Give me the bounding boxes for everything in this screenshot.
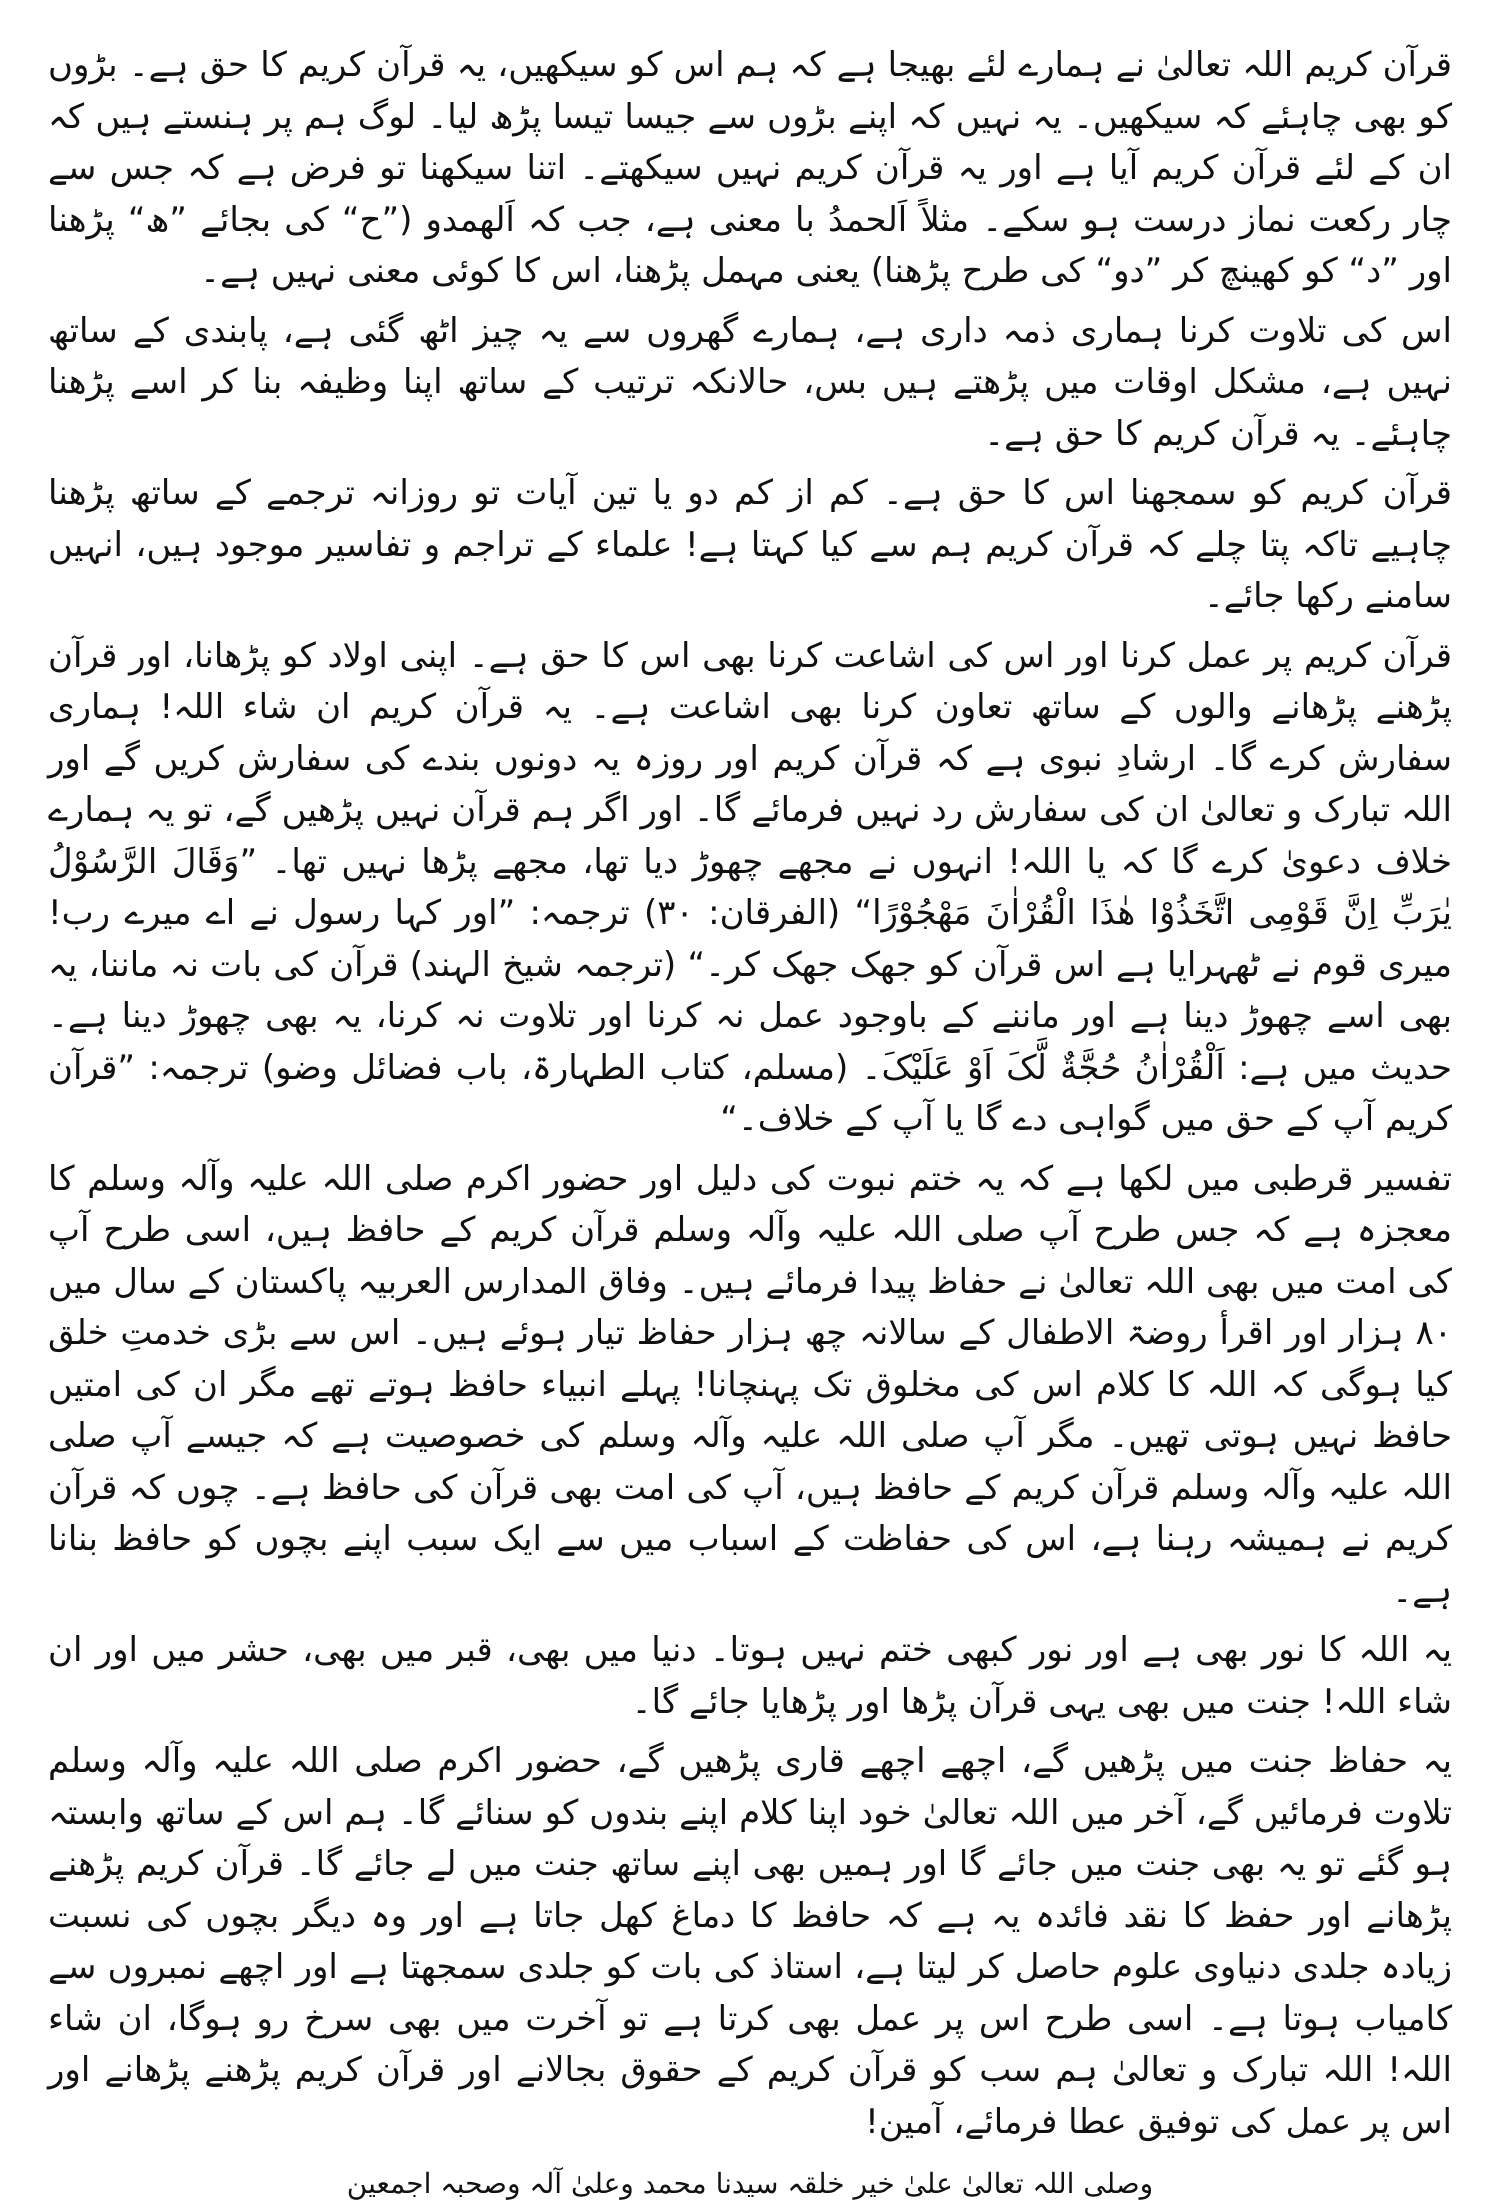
paragraph-4: قرآن کریم پر عمل کرنا اور اس کی اشاعت کرنا بھی اس کا حق ہے۔ اپنی اولاد کو پڑھانا، اور قرآن پڑھنے پڑھانے والوں کے ساتھ تعاون کرنا بھی اشاعت ہے۔ یہ قرآن کریم ان شاء اللہ! ہماری سفارش کرے گا۔ ارشادِ نبوی ہے کہ قرآن کریم اور روزہ یہ دونوں بندے کی سفارش کریں گے اور اللہ تبارک و تعالیٰ ان کی سفارش رد نہیں فرمائے گا۔ اور اگر ہم قرآن نہیں پڑھیں گے، تو یہ ہمارے خلاف دعویٰ کرے گا کہ یا اللہ! انہوں نے مجھے چھوڑ دیا تھا، مجھے پڑھا نہیں تھا۔ ”وَقَالَ الرَّسُوْلُ یٰرَبِّ اِنَّ قَوْمِی اتَّخَذُوْا ھٰذَا الْقُرْاٰنَ مَھْجُوْرًا“ (الفرقان: ۳۰) ترجمہ: ”اور کہا رسول نے اے میرے رب! میری قوم نے ٹھہرایا ہے اس قرآن کو جھک جھک کر۔“ (ترجمہ شیخ الہند) قرآن کی بات نہ ماننا، یہ بھی اسے چھوڑ دینا ہے اور ماننے کے باوجود عمل نہ کرنا اور تلاوت نہ کرنا، یہ بھی چھوڑ دینا ہے۔ حدیث میں ہے: اَلْقُرْاٰنُ حُجَّةٌ لَّکَ اَوْ عَلَیْکَ۔ (مسلم، کتاب الطہارۃ، باب فضائل وضو) ترجمہ: ”قرآن کریم آپ کے حق میں گواہی دے گا یا آپ کے خلاف۔“ [48,635,1452,1139]
paragraph-5: تفسیر قرطبی میں لکھا ہے کہ یہ ختم نبوت کی دلیل اور حضور اکرم صلی اللہ علیہ وآلہ وسلم کا معجزہ ہے کہ جس طرح آپ صلی اللہ علیہ وآلہ وسلم قرآن کریم کے حافظ ہیں، اسی طرح آپ کی امت میں بھی اللہ تعالیٰ نے حفاظ پیدا فرمائے ہیں۔ وفاق المدارس العربیہ پاکستان کے سال میں ۸۰ ہزار اور اقرأ روضۃ الاطفال کے سالانہ چھ ہزار حفاظ تیار ہوئے ہیں۔ اس سے بڑی خدمتِ خلق کیا ہوگی کہ اللہ کا کلام اس کی مخلوق تک پہنچانا! پہلے انبیاء حافظ ہوتے تھے مگر ان کی امتیں حافظ نہیں ہوتی تھیں۔ مگر آپ صلی اللہ علیہ وآلہ وسلم کی خصوصیت ہے کہ جیسے آپ صلی اللہ علیہ وآلہ وسلم قرآن کریم کے حافظ ہیں، آپ کی امت بھی قرآن کی حافظ ہے۔ چوں کہ قرآن کریم نے ہمیشہ رہنا ہے، اس کی حفاظت کے اسباب میں سے ایک سبب اپنے بچوں کو حافظ بنانا ہے۔ [48,1158,1452,1611]
closing-blessing: وصلی اللہ تعالیٰ علیٰ خیر خلقہ سیدنا محمد وعلیٰ آلہ وصحبہ اجمعین [346,2167,1154,2200]
paragraph-1: قرآن کریم اللہ تعالیٰ نے ہمارے لئے بھیجا ہے کہ ہم اس کو سیکھیں، یہ قرآن کریم کا حق ہے۔ بڑوں کو بھی چاہئے کہ سیکھیں۔ یہ نہیں کہ اپنے بڑوں سے جیسا تیسا پڑھ لیا۔ لوگ ہم پر ہنستے ہیں کہ ان کے لئے قرآن کریم آیا ہے اور یہ قرآن کریم نہیں سیکھتے۔ اتنا سیکھنا تو فرض ہے کہ جس سے چار رکعت نماز درست ہو سکے۔ مثلاً اَلحمدُ با معنی ہے، جب کہ اَلھمدو (”ح“ کی بجائے ”ھ“ پڑھنا اور ”د“ کو کھینچ کر ”دو“ کی طرح پڑھنا) یعنی مہمل پڑھنا، اس کا کوئی معنی نہیں ہے۔ [48,45,1452,291]
paragraph-3: قرآن کریم کو سمجھنا اس کا حق ہے۔ کم از کم دو یا تین آیات تو روزانہ ترجمے کے ساتھ پڑھنا چاہیے تاکہ پتا چلے کہ قرآن کریم ہم سے کیا کہتا ہے! علماء کے تراجم و تفاسیر موجود ہیں، انہیں سامنے رکھا جائے۔ [48,473,1452,616]
urdu-article-page [48,40,1452,2200]
paragraph-6: یہ اللہ کا نور بھی ہے اور نور کبھی ختم نہیں ہوتا۔ دنیا میں بھی، قبر میں بھی، حشر میں اور ان شاء اللہ! جنت میں بھی یہی قرآن پڑھا اور پڑھایا جائے گا۔ [48,1630,1452,1722]
paragraph-2: اس کی تلاوت کرنا ہماری ذمہ داری ہے، ہمارے گھروں سے یہ چیز اٹھ گئی ہے، پابندی کے ساتھ نہیں ہے، مشکل اوقات میں پڑھتے ہیں بس، حالانکہ ترتیب کے ساتھ اپنا وظیفہ بنا کر اسے پڑھنا چاہئے۔ یہ قرآن کریم کا حق ہے۔ [48,310,1452,454]
paragraph-7: یہ حفاظ جنت میں پڑھیں گے، اچھے اچھے قاری پڑھیں گے، حضور اکرم صلی اللہ علیہ وآلہ وسلم تلاوت فرمائیں گے، آخر میں اللہ تعالیٰ خود اپنا کلام اپنے بندوں کو سنائے گا۔ ہم اس کے ساتھ وابستہ ہو گئے تو یہ بھی جنت میں جائے گا اور ہمیں بھی اپنے ساتھ جنت میں لے جائے گا۔ قرآن کریم پڑھنے پڑھانے اور حفظ کا نقد فائدہ یہ ہے کہ حافظ کا دماغ کھل جاتا ہے اور وہ دیگر بچوں کی نسبت زیادہ جلدی دنیاوی علوم حاصل کر لیتا ہے، استاذ کی بات کو جلدی سمجھتا ہے اور اچھے نمبروں سے کامیاب ہوتا ہے۔ اسی طرح اس پر عمل بھی کرتا ہے تو آخرت میں بھی سرخ رو ہوگا، ان شاء اللہ! اللہ تبارک و تعالیٰ ہم سب کو قرآن کریم کے حقوق بجالانے اور قرآن کریم پڑھنے پڑھانے اور اس پر عمل کی توفیق عطا فرمائے، آمین! [48,1741,1452,2142]
